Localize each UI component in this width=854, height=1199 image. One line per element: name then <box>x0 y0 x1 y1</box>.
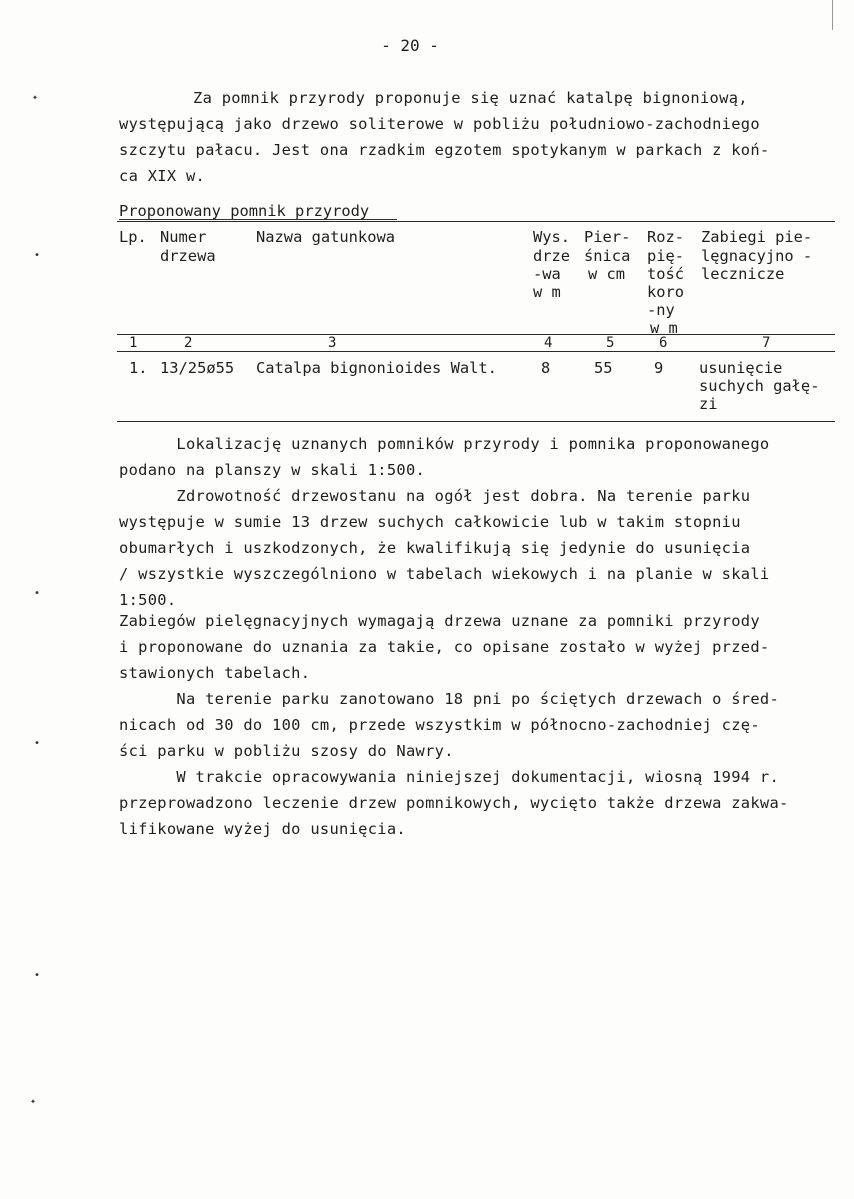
header-wys-3: -wa <box>533 265 561 283</box>
body-line-16: lifikowane wyżej do usunięcia. <box>119 820 406 838</box>
header-roz-6: w m <box>650 319 678 337</box>
header-pier-3: w cm <box>588 265 626 283</box>
table-top-rule <box>117 221 835 222</box>
row-wys: 8 <box>541 359 551 377</box>
body-line-10: stawionych tabelach. <box>119 664 311 682</box>
paragraph1-line-4: ca XIX w. <box>119 167 206 185</box>
header-roz-4: koro <box>647 283 685 301</box>
margin-mark: ✦ <box>32 92 39 103</box>
row-pier: 55 <box>594 359 613 377</box>
body-line-7: 1:500. <box>119 591 177 609</box>
body-line-11: Na terenie parku zanotowano 18 pni po ściętych drzewach o śred- <box>119 690 780 708</box>
body-line-1: Lokalizację uznanych pomników przyrody i pomnika proponowanego <box>119 435 770 453</box>
table-bottom-rule <box>117 421 835 422</box>
row-lp: 1. <box>129 359 148 377</box>
margin-mark: • <box>34 970 41 981</box>
header-wys-2: drze <box>533 247 571 265</box>
row-zab-1: usunięcie <box>699 359 783 377</box>
body-line-2: podano na planszy w skali 1:500. <box>119 461 426 479</box>
header-roz-3: tość <box>647 265 685 283</box>
page-edge-mark <box>832 0 833 30</box>
row-roz: 9 <box>654 359 664 377</box>
header-zab-1: Zabiegi pie- <box>701 228 813 246</box>
header-lp: Lp. <box>119 228 147 246</box>
header-nazwa: Nazwa gatunkowa <box>256 228 395 246</box>
column-number-6: 6 <box>659 335 668 351</box>
margin-mark: • <box>34 738 41 749</box>
body-line-5: obumarłych i uszkodzonych, że kwalifikują się jedynie do usunięcia <box>119 539 751 557</box>
column-number-5: 5 <box>606 335 615 351</box>
page-number: - 20 - <box>381 36 439 55</box>
margin-mark: • <box>34 250 41 261</box>
body-line-3: Zdrowotność drzewostanu na ogół jest dobra. Na terenie parku <box>119 487 751 505</box>
row-zab-2: suchych gałę- <box>699 377 820 395</box>
paragraph1-line-1: Za pomnik przyrody proponuje się uznać katalpę bignoniową, <box>193 89 748 107</box>
row-zab-3: zi <box>699 395 718 413</box>
body-line-8: Zabiegów pielęgnacyjnych wymagają drzewa uznane za pomniki przyrody <box>119 612 760 630</box>
header-numer-2: drzewa <box>160 247 216 265</box>
body-line-15: przeprowadzono leczenie drzew pomnikowych, wycięto także drzewa zakwa- <box>119 794 789 812</box>
column-number-7: 7 <box>762 335 771 351</box>
row-numer: 13/25ø55 <box>160 359 235 377</box>
header-roz-5: -ny <box>647 301 675 319</box>
header-wys-4: w m <box>533 283 561 301</box>
table-title-underline <box>119 219 397 220</box>
header-roz-1: Roz- <box>647 228 685 246</box>
column-number-3: 3 <box>328 335 337 351</box>
header-numer-1: Numer <box>160 228 207 246</box>
column-number-4: 4 <box>544 335 553 351</box>
body-line-6: / wszystkie wyszczególniono w tabelach wiekowych i na planie w skali <box>119 565 770 583</box>
paragraph1-line-3: szczytu pałacu. Jest ona rzadkim egzotem spotykanym w parkach z koń- <box>119 141 770 159</box>
header-pier-2: śnica <box>584 247 631 265</box>
margin-mark: ✦ <box>30 1096 37 1107</box>
header-zab-2: lęgnacyjno - <box>701 247 813 265</box>
paragraph1-line-2: występującą jako drzewo soliterowe w pobliżu południowo-zachodniego <box>119 115 760 133</box>
body-line-13: ści parku w pobliżu szosy do Nawry. <box>119 742 454 760</box>
body-line-4: występuje w sumie 13 drzew suchych całkowicie lub w takim stopniu <box>119 513 741 531</box>
header-wys-1: Wys. <box>533 228 571 246</box>
header-pier-1: Pier- <box>584 228 631 246</box>
row-nazwa: Catalpa bignonioides Walt. <box>256 359 497 377</box>
body-line-9: i proponowane do uznania za takie, co opisane zostało w wyżej przed- <box>119 638 770 656</box>
table-numbers-rule <box>117 351 835 352</box>
header-roz-2: pię- <box>647 247 685 265</box>
column-number-1: 1 <box>129 335 138 351</box>
body-line-12: nicach od 30 do 100 cm, przede wszystkim w północno-zachodniej czę- <box>119 716 760 734</box>
table-title: Proponowany pomnik przyrody <box>119 202 370 220</box>
body-line-14: W trakcie opracowywania niniejszej dokumentacji, wiosną 1994 r. <box>119 768 780 786</box>
column-number-2: 2 <box>184 335 193 351</box>
table-header-rule <box>117 334 835 335</box>
margin-mark: • <box>34 588 41 599</box>
header-zab-3: lecznicze <box>701 265 785 283</box>
